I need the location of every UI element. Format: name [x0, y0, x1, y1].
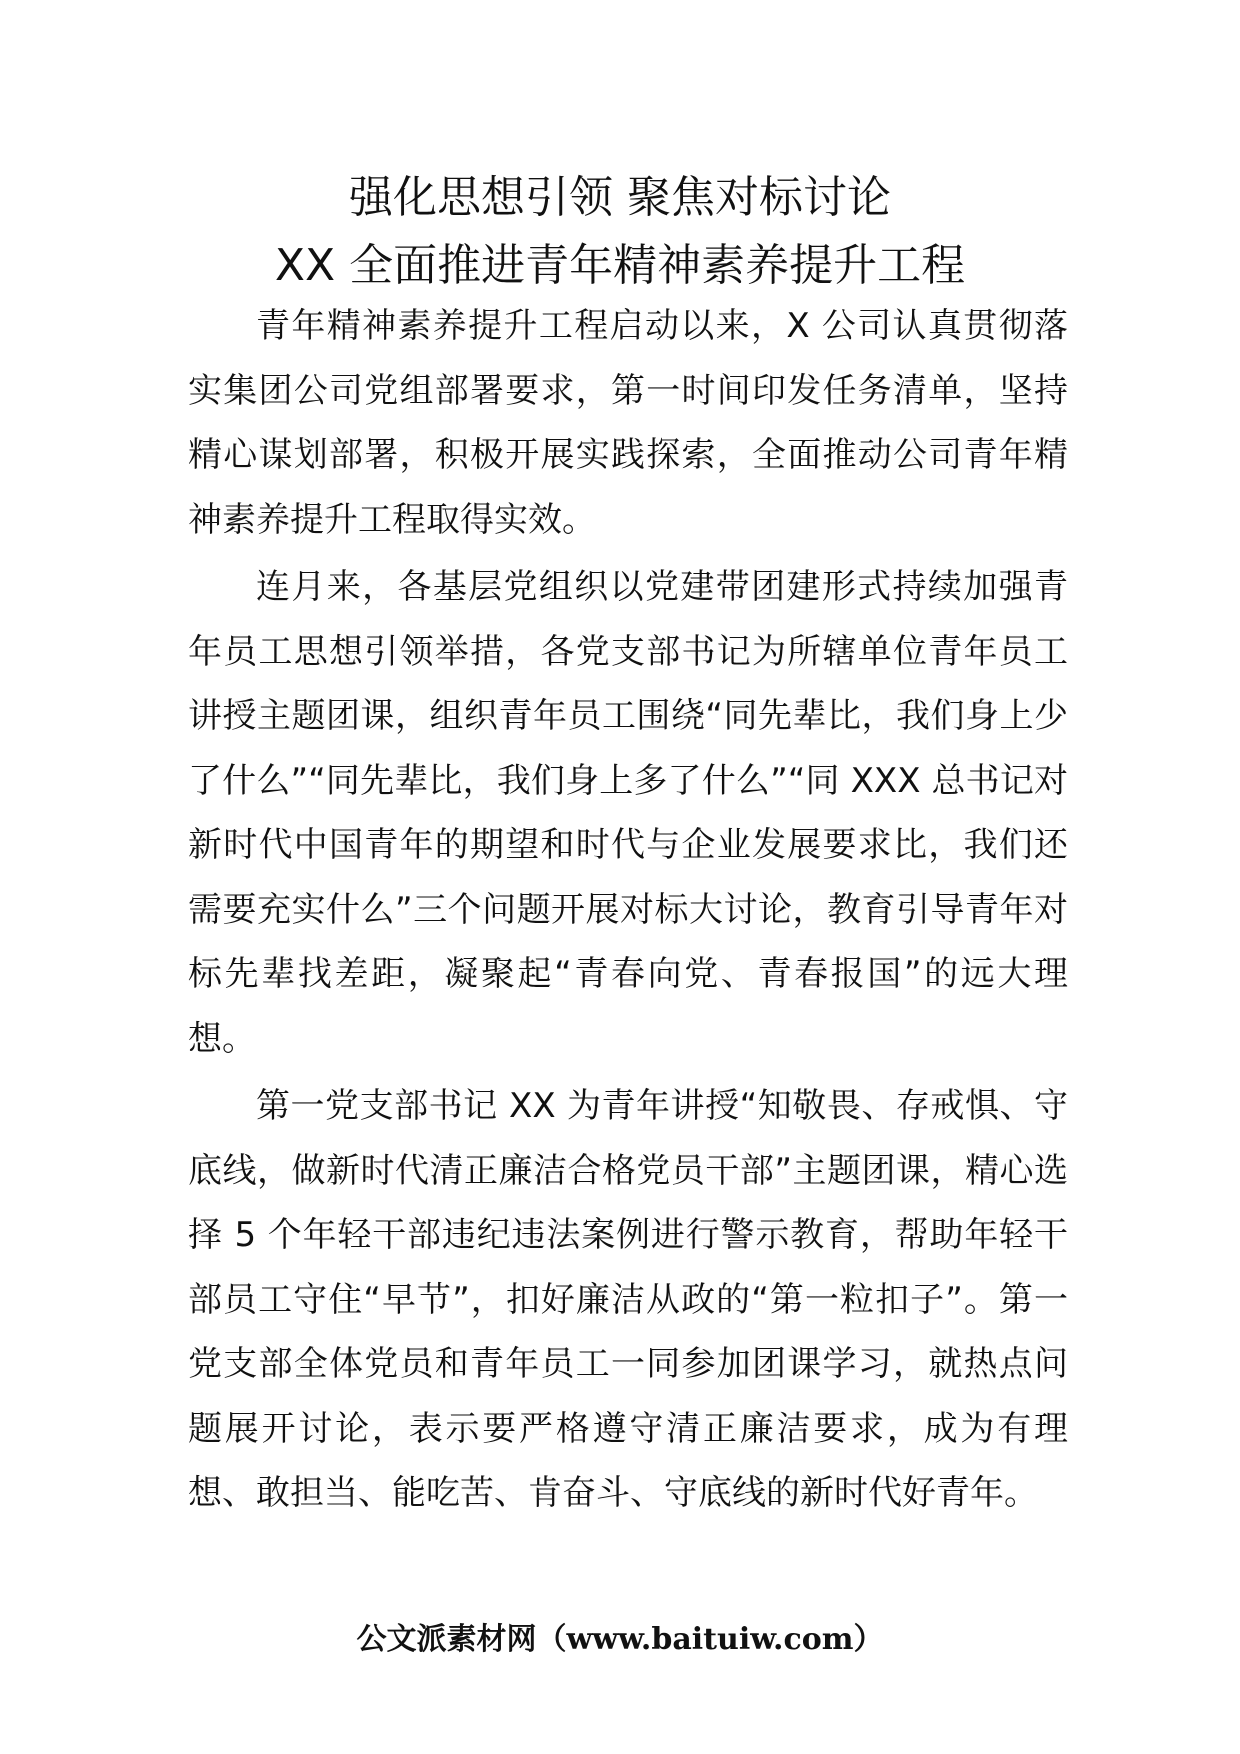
paragraph: 青年精神素养提升工程启动以来，X 公司认真贯彻落实集团公司党组部署要求，第一时间印发任务清单，坚持精心谋划部署，积极开展实践探索，全面推动公司青年精神素养提升工程取得实效。	[188, 306, 1068, 540]
title-line-1: 强化思想引领 聚焦对标讨论	[349, 172, 891, 223]
footer-source: 公文派素材网（www.baituiw.com）	[356, 1622, 884, 1657]
title-line-2: XX 全面推进青年精神素养提升工程	[274, 240, 966, 291]
paragraph: 连月来，各基层党组织以党建带团建形式持续加强青年员工思想引领举措，各党支部书记为所辖单位青年员工讲授主题团课，组织青年员工围绕“同先辈比，我们身上少了什么”“同先辈比，我们身上多了什么”“同 XXX 总书记对新时代中国青年的期望和时代与企业发展要求比，我们还需要充实什么”三个问题开展对标大讨论，教育引导青年对标先辈找差距，凝聚起“青春向党、青春报国”的远大理想。	[188, 567, 1068, 1059]
paragraph: 第一党支部书记 XX 为青年讲授“知敬畏、存戒惧、守底线，做新时代清正廉洁合格党员干部”主题团课，精心选择 5 个年轻干部违纪违法案例进行警示教育，帮助年轻干部员工守住“早节”，扣好廉洁从政的“第一粒扣子”。第一党支部全体党员和青年员工一同参加团课学习，就热点问题展开讨论，表示要严格遵守清正廉洁要求，成为有理想、敢担当、能吃苦、肯奋斗、守底线的新时代好青年。	[188, 1086, 1068, 1513]
body-text	[188, 294, 1068, 1529]
